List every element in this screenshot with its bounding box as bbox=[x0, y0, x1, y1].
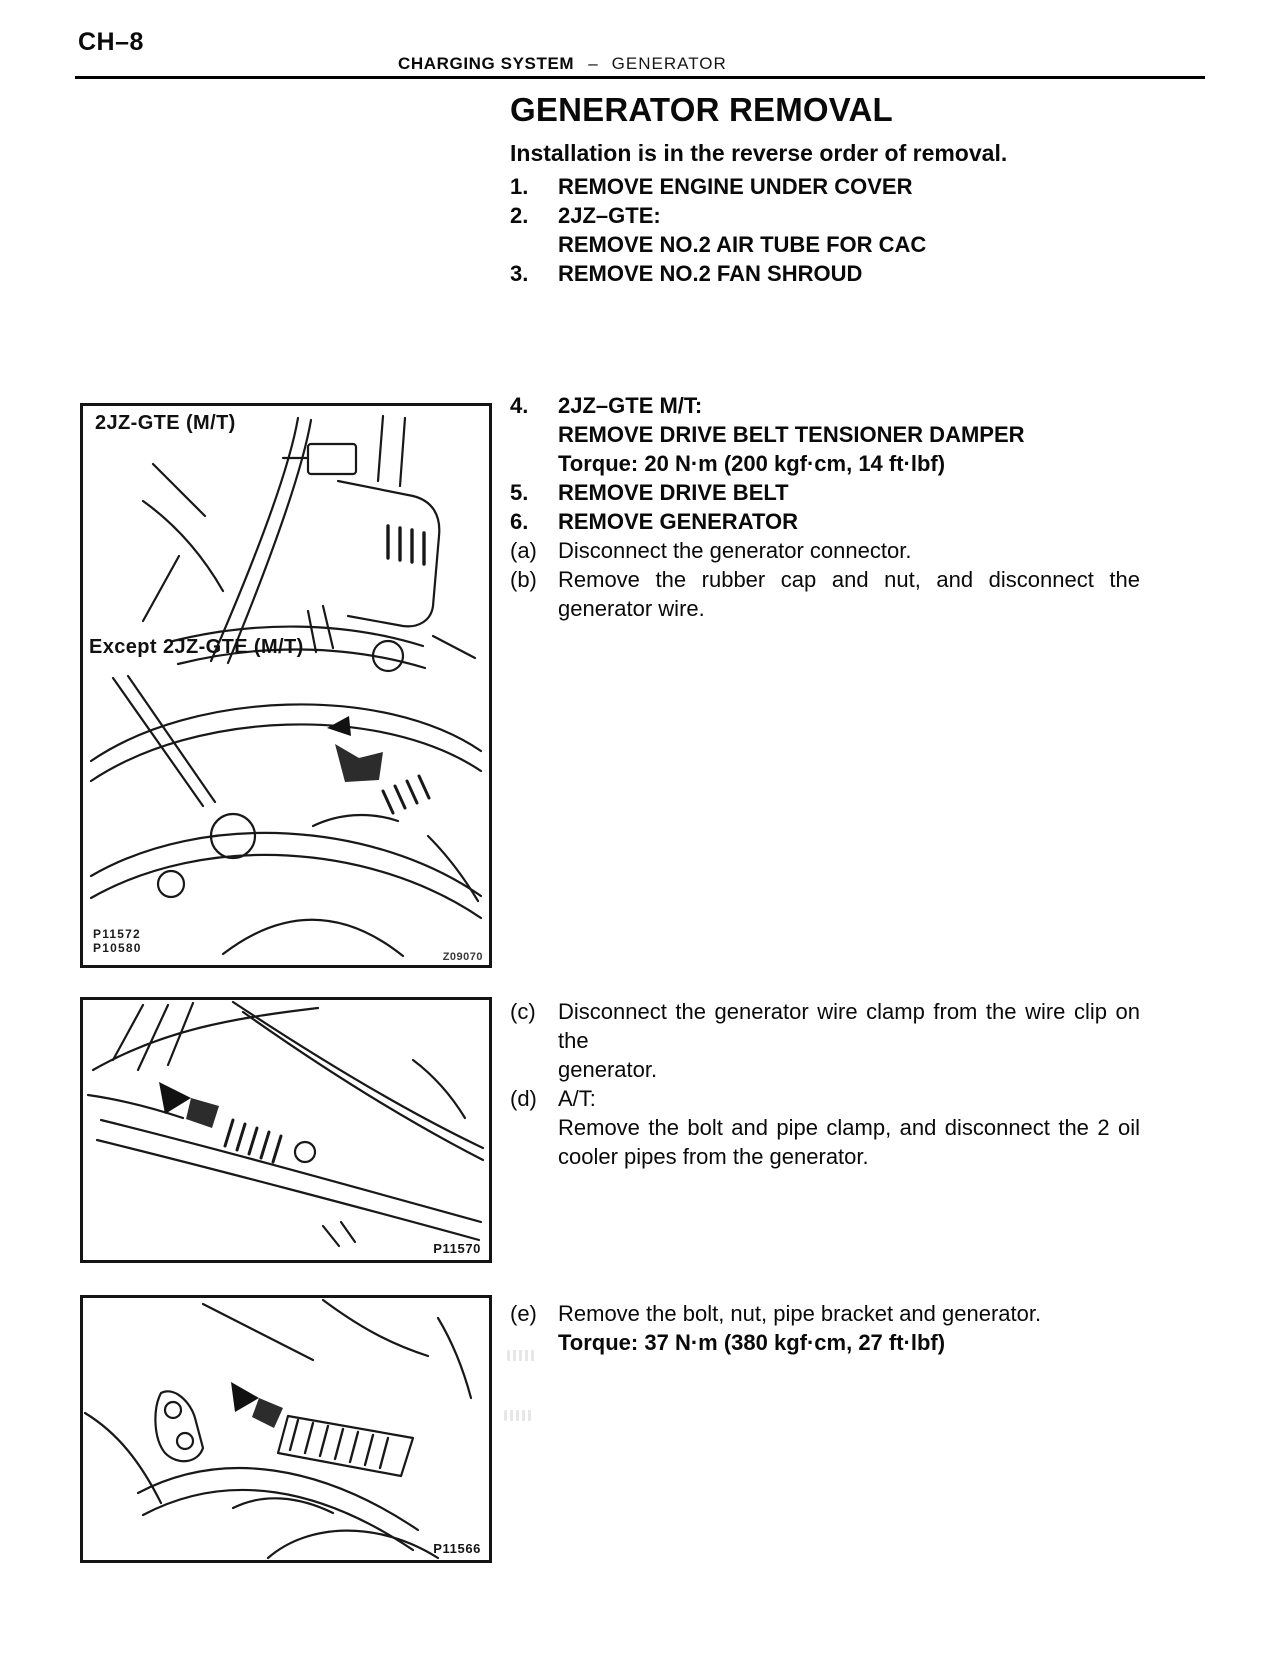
header-separator: – bbox=[588, 54, 598, 73]
step-row-4-torque bbox=[510, 449, 1142, 478]
substep-row-d bbox=[510, 1084, 1142, 1113]
substep-text: Disconnect the generator connector. bbox=[558, 538, 912, 563]
torque-spec: Torque: 37 N·m (380 kgf·cm, 27 ft·lbf) bbox=[558, 1330, 946, 1355]
intro-line: Installation is in the reverse order of removal. bbox=[510, 140, 1008, 166]
step-number: 4. bbox=[510, 393, 529, 418]
substep-letter: (e) bbox=[510, 1301, 537, 1326]
substep-letter: (a) bbox=[510, 538, 537, 563]
substep-text: A/T: bbox=[558, 1086, 596, 1111]
step-row-4 bbox=[510, 391, 1142, 420]
step-title: REMOVE NO.2 AIR TUBE FOR CAC bbox=[558, 232, 927, 257]
step-number: 6. bbox=[510, 509, 529, 534]
figure-box-generator-location bbox=[80, 403, 492, 968]
scan-artifact bbox=[504, 1410, 534, 1421]
step-row-5 bbox=[510, 478, 1142, 507]
page-title: GENERATOR REMOVAL bbox=[510, 91, 893, 128]
step-row-4-cont bbox=[510, 420, 1142, 449]
step-title: REMOVE GENERATOR bbox=[558, 509, 798, 534]
figure-box-pipe-bracket bbox=[80, 1295, 492, 1563]
figure-caption-variant: 2JZ-GTE (M/T) bbox=[95, 412, 236, 434]
substep-row-d-cont bbox=[510, 1113, 1142, 1171]
figure-code: P11566 bbox=[433, 1541, 481, 1556]
substep-text-line: Remove the bolt and pipe clamp, and disconnect the 2 oil bbox=[558, 1115, 1140, 1140]
step-row-6 bbox=[510, 507, 1142, 536]
substep-text bbox=[558, 565, 1140, 623]
figure-code-line: P11572 bbox=[93, 927, 141, 941]
step-number: 3. bbox=[510, 261, 529, 286]
step-row-2-cont bbox=[510, 230, 1150, 259]
engine-line-art-generator bbox=[83, 406, 489, 965]
page-number: CH–8 bbox=[78, 28, 144, 56]
torque-spec: Torque: 20 N·m (200 kgf·cm, 14 ft·lbf) bbox=[558, 451, 946, 476]
substep-letter: (b) bbox=[510, 567, 537, 592]
step-number-spacer bbox=[510, 420, 558, 449]
substep-text-line: cooler pipes from the generator. bbox=[558, 1144, 869, 1169]
substep-text-line: generator wire. bbox=[558, 596, 705, 621]
header-subsection-title: GENERATOR bbox=[611, 54, 727, 73]
figure-code-line: P10580 bbox=[93, 941, 142, 955]
procedure-intro-block bbox=[510, 92, 1150, 288]
substep-letter: (c) bbox=[510, 999, 536, 1024]
callout-arrow bbox=[159, 1082, 191, 1114]
step-title: REMOVE ENGINE UNDER COVER bbox=[558, 174, 913, 199]
procedure-substep-e-block bbox=[510, 1299, 1142, 1357]
figure-caption-variant: Except 2JZ-GTE (M/T) bbox=[89, 636, 304, 658]
substep-row-c bbox=[510, 997, 1142, 1084]
substep-letter: (d) bbox=[510, 1086, 537, 1111]
figure-box-wire-clamp bbox=[80, 997, 492, 1263]
step-number-spacer bbox=[510, 449, 558, 478]
substep-text: Remove the bolt, nut, pipe bracket and generator. bbox=[558, 1301, 1042, 1326]
substep-text-line: generator. bbox=[558, 1057, 658, 1082]
engine-line-art-wire-clamp bbox=[83, 1000, 489, 1260]
procedure-steps-block bbox=[510, 391, 1142, 623]
step-title: REMOVE DRIVE BELT TENSIONER DAMPER bbox=[558, 422, 1025, 447]
header-section-title: CHARGING SYSTEM bbox=[398, 54, 575, 73]
step-number: 1. bbox=[510, 174, 529, 199]
step-title: REMOVE NO.2 FAN SHROUD bbox=[558, 261, 863, 286]
substep-text bbox=[558, 1113, 1140, 1171]
figure-code: Z09070 bbox=[442, 951, 483, 963]
substep-text-line: Remove the rubber cap and nut, and disconnect the bbox=[558, 567, 1140, 592]
step-number-spacer bbox=[510, 230, 558, 259]
step-title: 2JZ–GTE M/T: bbox=[558, 393, 703, 418]
substep-text bbox=[558, 997, 1140, 1084]
substep-row-e bbox=[510, 1299, 1142, 1328]
step-number: 2. bbox=[510, 203, 529, 228]
substep-letter-spacer bbox=[510, 1113, 558, 1171]
step-row-3 bbox=[510, 259, 1150, 288]
engine-line-art-pipe-bracket bbox=[83, 1298, 489, 1560]
substep-row-e-torque bbox=[510, 1328, 1142, 1357]
step-title: 2JZ–GTE: bbox=[558, 203, 661, 228]
header-rule bbox=[75, 76, 1205, 79]
figure-code bbox=[93, 927, 142, 955]
substep-row-b bbox=[510, 565, 1142, 623]
step-number: 5. bbox=[510, 480, 529, 505]
scan-artifact bbox=[507, 1350, 537, 1361]
figure-code: P11570 bbox=[433, 1241, 481, 1256]
substep-text-line: Disconnect the generator wire clamp from the wire clip on the bbox=[558, 999, 1140, 1053]
substep-row-a bbox=[510, 536, 1142, 565]
step-row-1 bbox=[510, 172, 1150, 201]
procedure-substeps-cd-block bbox=[510, 997, 1142, 1171]
step-row-2 bbox=[510, 201, 1150, 230]
callout-arrow bbox=[231, 1382, 259, 1412]
page-header bbox=[398, 54, 727, 74]
step-title: REMOVE DRIVE BELT bbox=[558, 480, 789, 505]
